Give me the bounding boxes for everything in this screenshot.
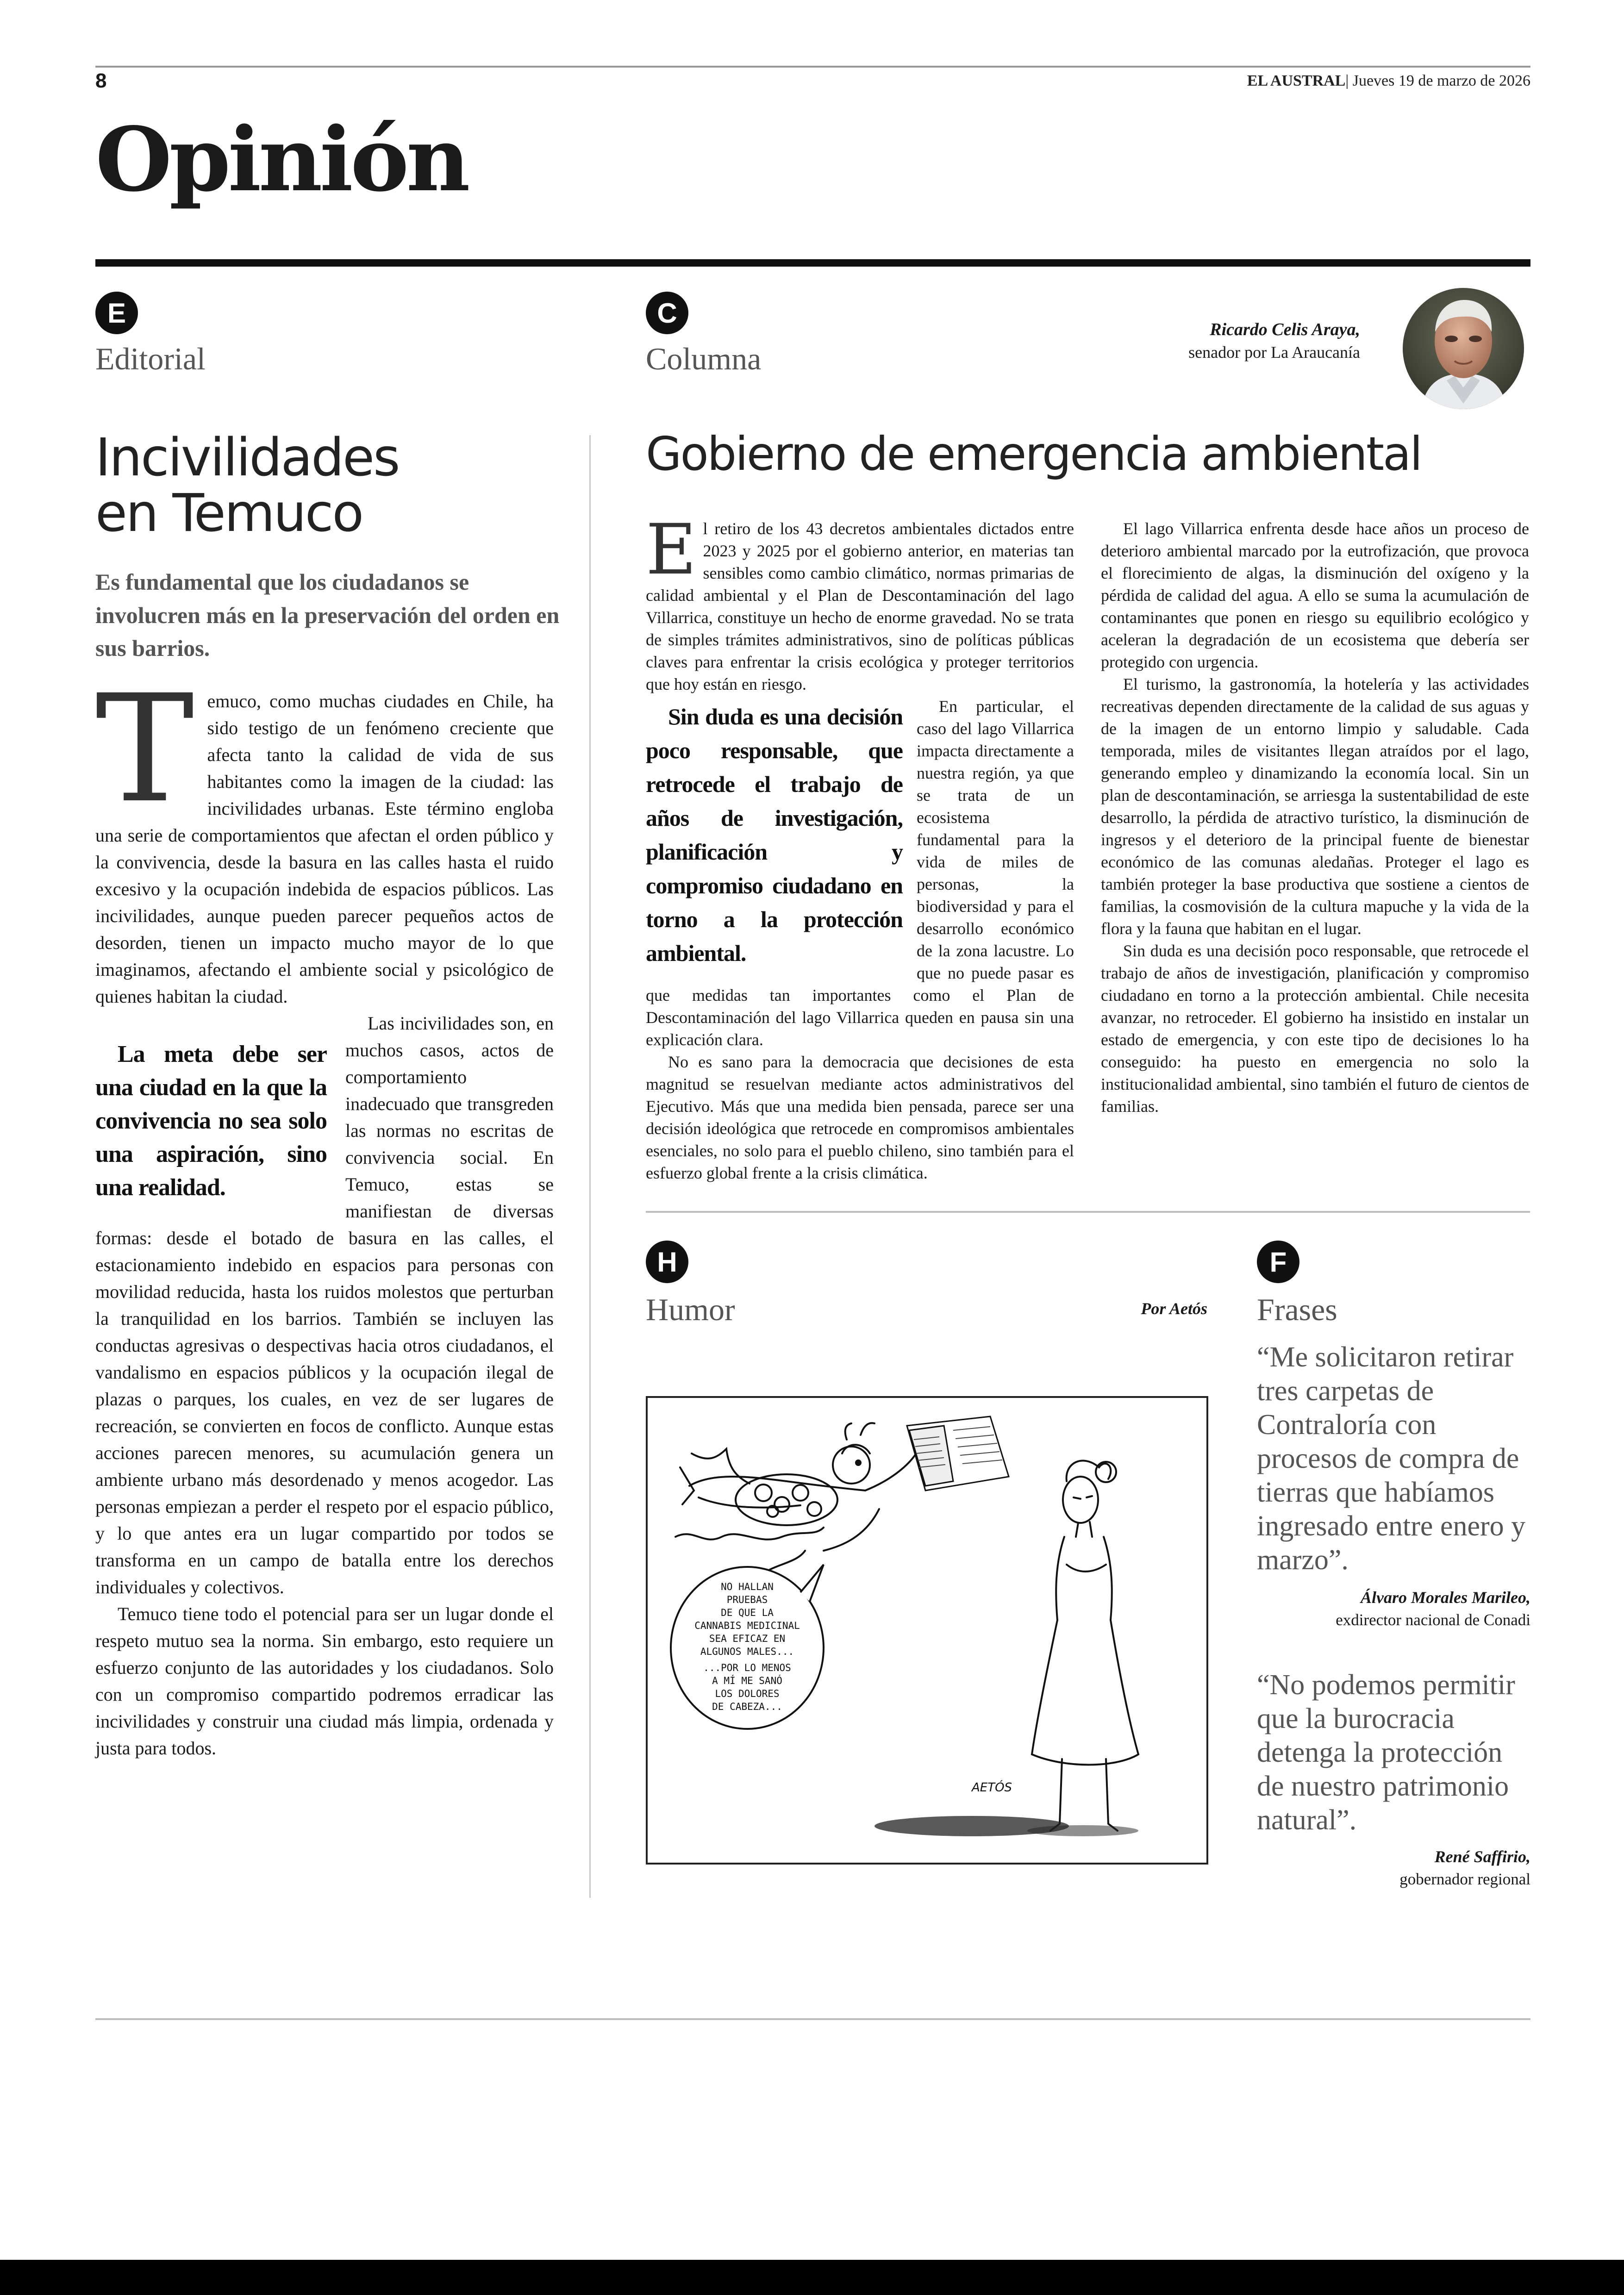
column-pull-quote: Sin duda es una decisión poco responsable, que retrocede el trabajo de años de investigación, planificación y compromiso ciudadano en torno a la protección ambiental. [646,704,903,966]
column-badge: C [646,292,688,334]
paper-name: EL AUSTRAL [1247,72,1346,89]
humor-badge: H [646,1241,688,1283]
editorial-pull-quote: La meta debe ser una ciudad en la que la convivencia no sea solo una aspiración, sino una realidad. [95,1041,327,1201]
editorial-paragraph: Temuco, como muchas ciudades en Chile, ha sido testigo de un fenómeno creciente que afecta tanto la calidad de vida de sus habitantes como la imagen de la ciudad: las incivilidades urbanas. Este término engloba una serie de comportamientos que afectan el orden público y la convivencia, desde la basura en las calles hasta el ruido excesivo y la ocupación indebida de espacios públicos. Las incivilidades, aunque pueden parecer pequeños actos de desorden, tienen un impacto mucho mayor de lo que imaginamos, afectando el ambiente social y psicológico de quienes habitan la ciudad. [95,663,554,1007]
editorial-label: Editorial [95,341,206,376]
frase-role-2: gobernador regional [1399,1870,1530,1888]
bottom-bar [0,2260,1624,2295]
section-rule [95,259,1530,267]
issue-date: | Jueves 19 de marzo de 2026 [1345,72,1530,89]
bubble-line: ...POR LO MENOS [703,1662,791,1673]
humor-label: Humor [646,1292,735,1327]
column-label: Columna [646,341,762,376]
page-number: 8 [95,69,107,92]
editorial-subhead: Es fundamental que los ciudadanos se involucren más en la preservación del orden en sus barrios. [95,569,560,661]
bubble-line: SEA EFICAZ EN [709,1633,786,1644]
column-author-name: Ricardo Celis Araya, [1210,320,1360,339]
frase-author-2: René Saffirio, [1434,1847,1530,1866]
frase-quote-1: “Me solicitaron retirar tres carpetas de Contraloría con procesos de compra de tierras que habíamos ingresado entre enero y marzo”. [1257,1341,1526,1576]
editorial-headline-line1: Incivilidades [95,428,399,488]
masthead [1247,72,1530,90]
editorial-drop-cap: T [95,663,194,836]
bubble-line: PRUEBAS [726,1594,768,1605]
column-author-role: senador por La Araucanía [1188,343,1360,362]
bottom-rule [95,2018,1530,2020]
column-divider [589,435,591,1898]
bubble-line: DE CABEZA... [712,1701,782,1712]
editorial-paragraph: La meta debe ser una ciudad en la que la convivencia no sea solo una aspiración, sino una realidad. Las incivilidades son, en muchos casos, actos de comportamiento inadecuado que transgreden las normas no escritas de convivencia social. En Temuco, estas se manifiestan de diversas formas: desde el botado de basura en las calles, el estacionamiento indebido en espacios para personas con movilidad reducida, hasta los ruidos molestos que perturban la tranquilidad en los barrios. También se incluyen las conductas agresivas o despectivas hacia otros ciudadanos, el vandalismo en espacios públicos y la ocupación ilegal de plazas o parques, los cuales, en vez de ser lugares de recreación, se convierten en focos de conflicto. Aunque estas acciones parecen menores, su acumulación genera un ambiente urbano más desordenado y menos acogedor. Las personas empiezan a perder el respeto por el espacio público, y lo que antes era un lugar compartido por todos se transforma en un campo de batalla entre los derechos individuales y colectivos. [95,1013,554,1597]
column-paragraph: El lago Villarrica enfrenta desde hace años un proceso de deterioro ambiental marcado por la eutrofización, que provoca el florecimiento de algas, la disminución del oxígeno y la pérdida de calidad del agua. A ello se suma la acumulación de contaminantes que ponen en riesgo su equilibrio ecológico y aceleran la degradación de un ecosistema que debería ser protegido con urgencia. [1101,519,1529,671]
column-paragraph: El retiro de los 43 decretos ambientales dictados entre 2023 y 2025 por el gobierno anterior, en materias tan sensibles como cambio climático, normas primarias de calidad ambiental y el Plan de Descontaminación del lago Villarrica, constituye un hecho de enorme gravedad. No se trata de simples trámites administrativos, sino de políticas públicas claves para enfrentar la crisis ecológica y proteger territorios que hoy están en riesgo. [646,510,1074,693]
top-rule [95,66,1530,68]
editorial-paragraph: Temuco tiene todo el potencial para ser un lugar donde el respeto mutuo sea la norma. Sin embargo, esto requiere un esfuerzo conjunto de las autoridades y los ciudadanos. Solo con un compromiso compartido podremos erradicar las incivilidades y construir una ciudad más limpia, ordenada y justa para todos. [95,1603,554,1759]
frase-quote-2: “No podemos permitir que la burocracia detenga la protección de nuestro patrimonio natural”. [1257,1669,1515,1836]
column-paragraph: El turismo, la gastronomía, la hotelería y las actividades recreativas dependen directamente de la calidad de sus aguas y de la imagen de un entorno limpio y saludable. Cada temporada, miles de visitantes llegan atraídos por el lago, generando empleo y dinamizando la economía local. Sin un plan de descontaminación, se arriesga la sustentabilidad de este desarrollo, la pérdida de atractivo turístico, la disminución de ingresos y el deterioro de la principal fuente de bienestar económico de las comunas aledañas. Proteger el lago es también proteger la base productiva que sostiene a cientos de familias, la cosmovisión de la cultura mapuche y la vida de la flora y la fauna que habitan en el lugar. [1101,675,1529,938]
author-avatar [1403,288,1524,409]
column-headline: Gobierno de emergencia ambiental [646,427,1422,481]
frases-badge: F [1257,1241,1299,1283]
author-portrait-icon [1403,288,1524,409]
editorial-badge: E [95,292,138,334]
editorial-body [95,663,554,1762]
section-title: Opinión [95,108,468,211]
bubble-line: ALGUNOS MALES... [700,1646,794,1657]
bubble-line: CANNABIS MEDICINAL [694,1620,800,1631]
section-divider [646,1211,1530,1213]
frase-role-1: exdirector nacional de Conadi [1336,1611,1530,1629]
bubble-line: NO HALLAN [721,1581,774,1592]
editorial-headline [95,430,605,542]
bubble-line: DE QUE LA [721,1607,774,1618]
bubble-line: LOS DOLORES [715,1688,780,1699]
cartoon-illustration-icon [648,1398,1206,1863]
column-paragraph: Sin duda es una decisión poco responsable, que retrocede el trabajo de años de investigación, planificación y compromiso ciudadano en torno a la protección ambiental. Chile necesita avanzar, no retroceder. El gobierno ha insistido en instalar un estado de emergencia, y con este tipo de decisiones lo ha conseguido: ha puesto en emergencia no solo la institucionalidad ambiental, sino también el futuro de cientos de familias. [1101,942,1529,1116]
frases-label: Frases [1257,1292,1337,1327]
column-drop-cap: E [646,510,697,590]
frase-author-1: Álvaro Morales Marileo, [1360,1588,1530,1607]
column-body-right [1101,518,1529,1117]
editorial-headline-line2: en Temuco [95,483,362,543]
humor-byline: Por Aetós [1141,1299,1207,1318]
bubble-line: A MÍ ME SANÓ [712,1675,782,1686]
cartoon-signature: AETÓS [972,1781,1012,1795]
column-body-left [646,510,1074,1184]
column-paragraph: No es sano para la democracia que decisiones de esta magnitud se resuelvan mediante actos administrativos del Ejecutivo. Más que una medida bien pensada, parece ser una decisión ideológica que retrocede en compromisos ambientales esenciales, no solo para el pueblo chileno, sino también para el esfuerzo global frente a la crisis climática. [646,1053,1074,1182]
humor-cartoon [646,1396,1208,1865]
column-paragraph: Sin duda es una decisión poco responsable, que retrocede el trabajo de años de investigación, planificación y compromiso ciudadano en torno a la protección ambiental. En particular, el caso del lago Villarrica impacta directamente a nuestra región, ya que se trata de un ecosistema fundamental para la vida de miles de personas, la biodiversidad y para el desarrollo económico de la zona lacustre. Lo que no puede pasar es que medidas tan importantes como el Plan de Descontaminación del lago Villarrica queden en pausa sin una explicación clara. [646,697,1074,1049]
